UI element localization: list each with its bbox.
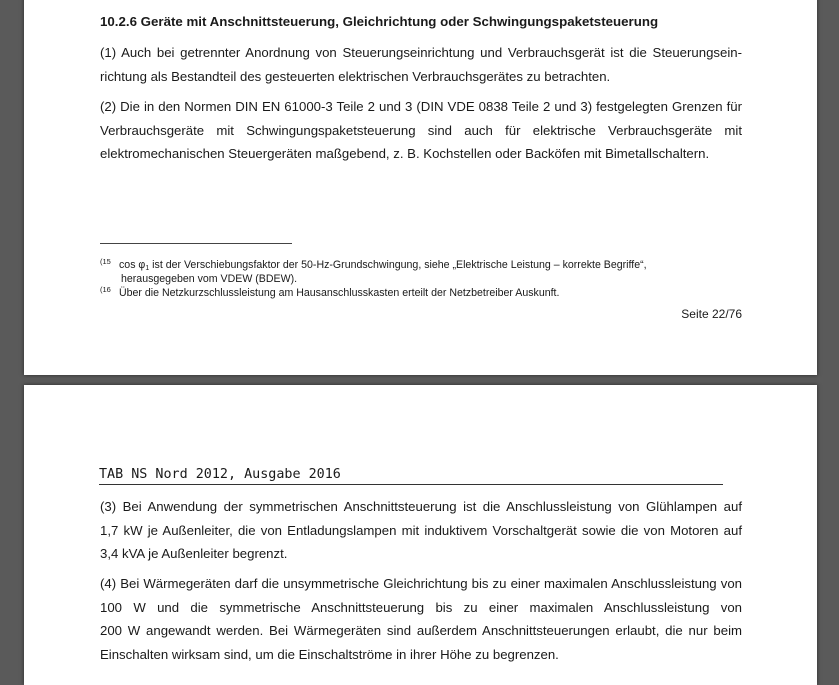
paragraph-line: 1,7 kW je Außenleiter, die von Entladungslampen mit induktivem Vorschaltgerät sowie die von Motoren auf bbox=[100, 522, 742, 538]
paragraph-1 bbox=[100, 41, 742, 88]
document-page-22 bbox=[24, 0, 817, 375]
footnote-number: (16 bbox=[100, 285, 111, 294]
paragraph-line: (2) Die in den Normen DIN EN 61000-3 Teile 2 und 3 (DIN VDE 0838 Teile 2 und 3) festgelegten Grenzen für bbox=[100, 99, 742, 114]
paragraph-line: 100 W und die symmetrische Anschnittsteuerung bis zu einer maximalen Anschlussleistung von bbox=[100, 599, 742, 615]
paragraph-line: richtung als Bestandteil des gesteuerten elektrischen Verbrauchsgerätes zu betrachten. bbox=[100, 68, 611, 84]
footnote-text-part: ist der Verschiebungsfaktor der 50-Hz-Grundschwingung, siehe „Elektrische Leistung – korrekte Begriffe“, bbox=[149, 259, 647, 271]
document-page-23 bbox=[24, 385, 817, 685]
paragraph-line: elektromechanischen Steuergeräten maßgebend, z. B. Kochstellen oder Backöfen mit Bimetallschaltern. bbox=[100, 146, 710, 161]
paragraph-line: 3,4 kVA je Außenleiter begrenzt. bbox=[100, 546, 288, 561]
paragraph-3 bbox=[100, 495, 742, 566]
paragraph-4 bbox=[100, 572, 742, 666]
section-heading: 10.2.6 Geräte mit Anschnittsteuerung, Gleichrichtung oder Schwingungspaketsteuerung bbox=[100, 14, 659, 29]
footnote-number: (15 bbox=[100, 257, 111, 266]
paragraph-2 bbox=[100, 95, 742, 166]
paragraph-line: (1) Auch bei getrennter Anordnung von Steuerungseinrichtung und Verbrauchsgerät ist die Steuerungsein- bbox=[100, 45, 742, 60]
footnote-separator bbox=[100, 243, 292, 244]
paragraph-line: (3) Bei Anwendung der symmetrischen Anschnittsteuerung ist die Anschlussleistung von Glühlampen auf bbox=[100, 499, 742, 514]
page-number: Seite 22/76 bbox=[681, 307, 742, 321]
running-header: TAB NS Nord 2012, Ausgabe 2016 bbox=[99, 467, 723, 485]
paragraph-line: Einschalten wirksam sind, um die Einschaltströme in ihrer Höhe zu begrenzen. bbox=[100, 646, 559, 662]
footnote-text: Über die Netzkurzschlussleistung am Hausanschlusskasten erteilt der Netzbetreiber Auskunft. bbox=[119, 287, 560, 299]
footnote-continuation: herausgegeben vom VDEW (BDEW). bbox=[121, 273, 298, 285]
footnote-text-part: cos φ bbox=[119, 259, 146, 271]
paragraph-line: 200 W angewandt werden. Bei Wärmegeräten sind außerdem Anschnittsteuerungen erlaubt, die nur beim bbox=[100, 623, 742, 638]
paragraph-line: Verbrauchsgeräte mit Schwingungspaketsteuerung sind auch für elektrische Verbrauchsgeräte mit bbox=[100, 122, 742, 138]
footnote-subscript: 1 bbox=[145, 265, 150, 272]
paragraph-line: (4) Bei Wärmegeräten darf die unsymmetrische Gleichrichtung bis zu einer maximalen Anschlussleistung von bbox=[100, 576, 742, 591]
